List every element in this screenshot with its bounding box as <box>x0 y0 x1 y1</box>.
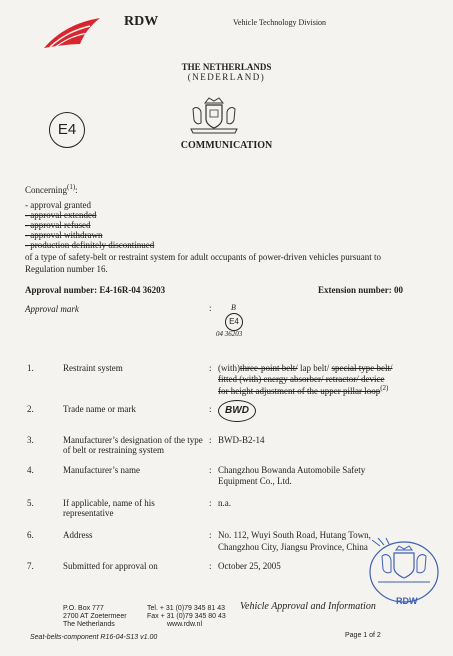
e4-mark: E4 <box>49 112 85 148</box>
extension-number: Extension number: 00 <box>318 285 404 295</box>
colon: : <box>209 530 212 540</box>
value-part: (with) <box>218 363 240 373</box>
item-number: 7. <box>27 561 34 571</box>
item-value: Changzhou City, Jiangsu Province, China <box>218 542 368 552</box>
colon: : <box>209 435 212 445</box>
footer-address: P.O. Box 777 <box>63 605 104 612</box>
footer-address: The Netherlands <box>63 621 115 628</box>
footer-tagline: Vehicle Approval and Information <box>240 601 376 612</box>
item-value: Changzhou Bowanda Automobile Safety <box>218 465 366 475</box>
item-value: BWD-B2-14 <box>218 435 265 445</box>
colon: : <box>209 465 212 475</box>
country-local-name: (NEDERLAND) <box>187 72 266 82</box>
value-part-struck: three-point belt/ <box>240 363 298 373</box>
item-value: October 25, 2005 <box>218 561 281 571</box>
description-line: of a type of safety-belt or restraint system for adult occupants of power-driven vehicles pursuant to <box>25 252 381 262</box>
status-option: - approval granted <box>25 200 91 210</box>
item-number: 4. <box>27 465 34 475</box>
approval-mark-letter: B <box>231 303 236 312</box>
concerning-label <box>25 183 78 195</box>
footer-website[interactable]: www.rdw.nl <box>167 621 203 628</box>
item-label: Manufacturer’s designation of the type <box>63 435 203 445</box>
concerning-colon: : <box>75 185 78 195</box>
approval-number: Approval number: E4-16R-04 36203 <box>25 285 166 295</box>
country-name: THE NETHERLANDS <box>181 62 272 72</box>
item-value: n.a. <box>218 498 231 508</box>
item-value <box>218 363 392 373</box>
document-id: Seat-belts-component R16-04-S13 v1.00 <box>30 634 158 641</box>
stamp-label: RDW <box>396 596 418 606</box>
bwd-logo: BWD <box>218 400 256 422</box>
item-number: 2. <box>27 404 34 414</box>
page-number: Page 1 of 2 <box>345 632 381 639</box>
item-value: No. 112, Wuyi South Road, Hutang Town, <box>218 530 371 540</box>
approval-mark-number: 04 36203 <box>216 330 243 338</box>
status-option-struck: - approval refused <box>25 220 91 230</box>
coat-of-arms-icon <box>187 95 241 137</box>
division-name: Vehicle Technology Division <box>233 18 327 27</box>
footer-fax: Fax + 31 (0)79 345 80 43 <box>147 613 226 620</box>
status-option-struck: - approval withdrawn <box>25 230 103 240</box>
colon: : <box>209 363 212 373</box>
footer-address: 2700 AT Zoetermeer <box>63 613 127 620</box>
item-label: Submitted for approval on <box>63 561 158 571</box>
value-part: lap belt/ <box>297 363 332 373</box>
description-line: Regulation number 16. <box>25 264 108 274</box>
colon: : <box>209 404 212 414</box>
item-label: representative <box>63 508 114 518</box>
item-label: If applicable, name of his <box>63 498 155 508</box>
footnote-ref: (1) <box>67 183 76 191</box>
value-part-struck: fitted (with) energy absorber/ retractor/ device <box>218 374 385 384</box>
concerning-text: Concerning <box>25 185 67 195</box>
item-number: 1. <box>27 363 34 373</box>
status-option-struck: - approval extended <box>25 210 97 220</box>
colon: : <box>209 498 212 508</box>
footer-phone: Tel. + 31 (0)79 345 81 43 <box>147 605 226 612</box>
item-label: Manufacturer’s name <box>63 465 141 475</box>
approval-mark-circle: E4 <box>225 313 243 331</box>
document-title: COMMUNICATION <box>180 140 273 151</box>
colon: : <box>209 303 212 313</box>
value-part-struck: for height adjustment of the upper pillar loop <box>218 386 381 396</box>
rdw-logo-icon <box>40 14 102 52</box>
item-label: Restraint system <box>63 363 123 373</box>
value-part-struck: special type belt/ <box>331 363 393 373</box>
item-value: Equipment Co., Ltd. <box>218 476 292 486</box>
item-number: 5. <box>27 498 34 508</box>
item-number: 3. <box>27 435 34 445</box>
item-label: Trade name or mark <box>63 404 136 414</box>
item-label: Address <box>63 530 93 540</box>
item-label: of belt or restraining system <box>63 445 164 455</box>
status-option-struck: - production definitely discontinued <box>25 240 155 250</box>
org-name: RDW <box>124 14 159 29</box>
item-number: 6. <box>27 530 34 540</box>
colon: : <box>209 561 212 571</box>
approval-mark-label: Approval mark <box>25 304 79 314</box>
item-value-line <box>218 384 388 396</box>
footnote-ref: (2) <box>380 384 389 392</box>
